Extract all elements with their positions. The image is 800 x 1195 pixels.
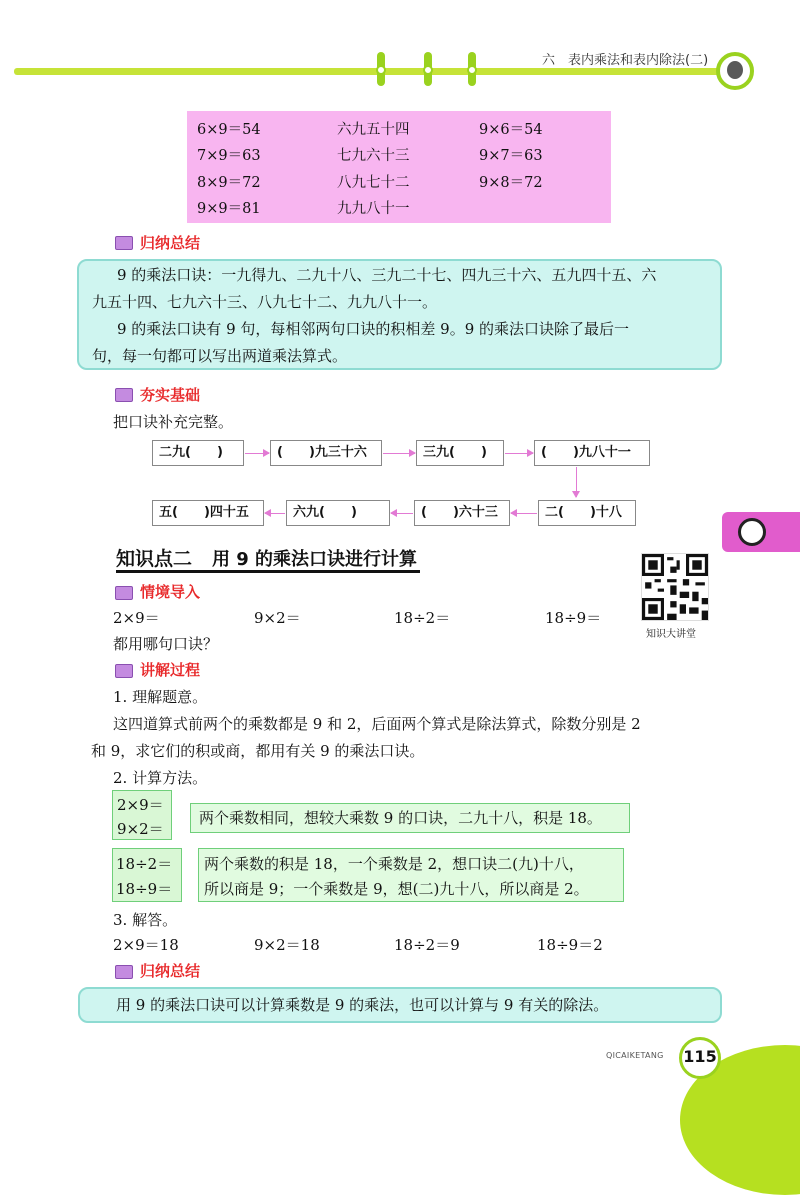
division-note: 两个乘数的积是 18，一个乘数是 2，想口诀二(九)十八， [204,855,584,873]
arrow-left-icon [265,513,285,514]
explain-text: 这四道算式前两个的乘数都是 9 和 2，后面两个算式是除法算式，除数分别是 2 [113,715,641,733]
book-icon [115,586,133,600]
knowledge-underline [116,570,420,573]
intro-question: 18÷2＝ [394,609,451,627]
table-cell: 6×9＝54 [197,122,261,138]
table-cell: 六九五十四 [337,122,410,138]
chant-box: 二九( ) [152,440,244,466]
summary-line: 9 的乘法口诀：一九得九、二九十八、三九二十七、四九三十六、五九四十五、六 [117,266,657,284]
multiplication-note: 两个乘数相同，想较大乘数 9 的口诀，二九十八，积是 18。 [190,803,630,833]
arrow-right-icon [383,453,415,454]
arrow-right-icon [245,453,269,454]
chant-box: 三九( ) [416,440,504,466]
answer: 2×9＝18 [113,936,179,954]
practice-instruction: 把口诀补充完整。 [113,413,234,431]
step-heading: 3. 解答。 [113,911,178,929]
chant-box: 五( )四十五 [152,500,264,526]
answer: 9×2＝18 [254,936,320,954]
intro-question: 9×2＝ [254,609,301,627]
book-icon [115,664,133,678]
page-number: 115 [683,1047,717,1066]
step-heading: 2. 计算方法。 [113,769,208,787]
explain-text: 和 9，求它们的积或商，都用有关 9 的乘法口诀。 [91,742,425,760]
book-icon [115,965,133,979]
table-cell: 9×9＝81 [197,201,261,217]
intro-heading: 情境导入 [140,583,201,601]
arrow-left-icon [511,513,537,514]
book-icon [115,236,133,250]
intro-question: 2×9＝ [113,609,160,627]
calc-expression: 2×9＝ [117,796,164,814]
step-heading: 1. 理解题意。 [113,688,208,706]
knowledge-label: 知识点二 [116,548,193,570]
brand-text: QICAIKETANG [606,1051,664,1060]
chant-box: ( )九八十一 [534,440,650,466]
arrow-right-icon [505,453,533,454]
chant-box: 二( )十八 [538,500,636,526]
binder-clip-icon [468,52,476,86]
calc-expression: 18÷2＝ [116,855,173,873]
panda-face-icon [727,61,743,79]
qr-code-icon [641,553,709,621]
intro-question: 18÷9＝ [545,609,602,627]
table-cell: 7×9＝63 [197,148,261,164]
binder-clip-icon [424,52,432,86]
summary-line: 九五十四、七九六十三、八九七十二、九九八十一。 [92,293,438,311]
division-note: 所以商是 9；一个乘数是 9，想(二)九十八，所以商是 2。 [204,880,589,898]
table-cell: 七九六十三 [337,148,410,164]
summary-heading: 归纳总结 [140,962,201,980]
chant-box: ( )九三十六 [270,440,382,466]
summary-line: 句，每一句都可以写出两道乘法算式。 [92,347,348,365]
arrow-down-icon [576,467,577,497]
chant-box: ( )六十三 [414,500,510,526]
table-cell: 9×6＝54 [479,122,543,138]
qr-caption: 知识大讲堂 [646,629,696,640]
chant-box: 六九( ) [286,500,390,526]
answer: 18÷9＝2 [537,936,603,954]
chapter-title: 六 表内乘法和表内除法(二) [542,53,709,68]
answer: 18÷2＝9 [394,936,460,954]
table-cell: 9×7＝63 [479,148,543,164]
knowledge-title: 用 9 的乘法口诀进行计算 [212,549,418,570]
panda-icon [738,518,766,546]
table-cell: 八九七十二 [337,175,410,191]
table-cell: 8×9＝72 [197,175,261,191]
calc-expression: 9×2＝ [117,820,164,838]
binder-clip-icon [377,52,385,86]
final-summary-text: 用 9 的乘法口诀可以计算乘数是 9 的乘法，也可以计算与 9 有关的除法。 [116,996,609,1014]
summary-line: 9 的乘法口诀有 9 句，每相邻两句口诀的积相差 9。9 的乘法口诀除了最后一 [117,320,630,338]
book-icon [115,388,133,402]
table-cell: 9×8＝72 [479,175,543,191]
explain-heading: 讲解过程 [140,661,201,679]
arrow-left-icon [391,513,413,514]
intro-prompt: 都用哪句口诀？ [113,635,219,653]
calc-expression: 18÷9＝ [116,880,173,898]
summary-heading: 归纳总结 [140,234,201,252]
table-cell: 九九八十一 [337,201,410,217]
practice-heading: 夯实基础 [140,386,201,404]
